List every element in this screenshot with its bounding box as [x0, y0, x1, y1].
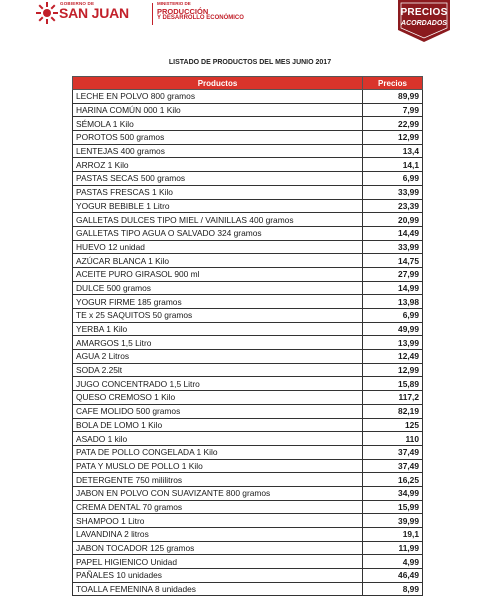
table-row [73, 486, 423, 500]
product-price-cell: 12,99 [363, 363, 423, 377]
product-name-cell: AGUA 2 Litros [73, 350, 363, 364]
table-row [73, 103, 423, 117]
column-header-products: Productos [73, 77, 363, 90]
product-name-cell: PAPEL HIGIENICO Unidad [73, 555, 363, 569]
product-price-cell: 23,39 [363, 199, 423, 213]
table-row [73, 158, 423, 172]
product-price-cell: 39,99 [363, 514, 423, 528]
products-table-body [73, 90, 423, 596]
product-price-cell: 27,99 [363, 267, 423, 281]
product-name-cell: PASTAS SECAS 500 gramos [73, 172, 363, 186]
header-divider [152, 3, 153, 25]
product-price-cell: 33,99 [363, 240, 423, 254]
table-row [73, 541, 423, 555]
product-name-cell: QUESO CREMOSO 1 Kilo [73, 391, 363, 405]
table-row [73, 213, 423, 227]
province-name: SAN JUAN [59, 5, 129, 21]
product-price-cell: 13,4 [363, 144, 423, 158]
product-price-cell: 15,99 [363, 500, 423, 514]
product-name-cell: SODA 2.25lt [73, 363, 363, 377]
san-juan-sun-logo [36, 2, 58, 24]
product-price-cell: 22,99 [363, 117, 423, 131]
product-price-cell: 15,89 [363, 377, 423, 391]
ministry-name-line2: Y DESARROLLO ECONÓMICO [157, 15, 244, 21]
products-table [72, 76, 423, 596]
product-name-cell: AZÚCAR BLANCA 1 Kilo [73, 254, 363, 268]
table-row [73, 90, 423, 104]
product-price-cell: 82,19 [363, 404, 423, 418]
product-price-cell: 37,49 [363, 459, 423, 473]
product-name-cell: HARINA COMÚN 000 1 Kilo [73, 103, 363, 117]
product-price-cell: 12,99 [363, 131, 423, 145]
product-name-cell: ASADO 1 kilo [73, 432, 363, 446]
product-name-cell: HUEVO 12 unidad [73, 240, 363, 254]
product-price-cell: 4,99 [363, 555, 423, 569]
table-row [73, 459, 423, 473]
product-price-cell: 14,75 [363, 254, 423, 268]
ministry-label: MINISTERIO DE [157, 1, 191, 6]
table-row [73, 445, 423, 459]
table-row [73, 281, 423, 295]
product-price-cell: 13,98 [363, 295, 423, 309]
product-price-cell: 34,99 [363, 486, 423, 500]
product-name-cell: JUGO CONCENTRADO 1,5 Litro [73, 377, 363, 391]
product-name-cell: SÉMOLA 1 Kilo [73, 117, 363, 131]
product-price-cell: 33,99 [363, 185, 423, 199]
product-name-cell: ARROZ 1 Kilo [73, 158, 363, 172]
product-name-cell: DETERGENTE 750 mililitros [73, 473, 363, 487]
product-name-cell: CAFE MOLIDO 500 gramos [73, 404, 363, 418]
product-price-cell: 8,99 [363, 582, 423, 596]
table-row [73, 309, 423, 323]
product-name-cell: SHAMPOO 1 Litro [73, 514, 363, 528]
product-name-cell: YERBA 1 Kilo [73, 322, 363, 336]
product-name-cell: PATA DE POLLO CONGELADA 1 Kilo [73, 445, 363, 459]
table-row [73, 144, 423, 158]
table-row [73, 555, 423, 569]
product-name-cell: DULCE 500 gramos [73, 281, 363, 295]
product-name-cell: PATA Y MUSLO DE POLLO 1 Kilo [73, 459, 363, 473]
table-row [73, 432, 423, 446]
table-row [73, 295, 423, 309]
table-row [73, 363, 423, 377]
table-row [73, 226, 423, 240]
table-header-row [73, 77, 423, 90]
product-price-cell: 125 [363, 418, 423, 432]
product-name-cell: GALLETAS DULCES TIPO MIEL / VAINILLAS 400 gramos [73, 213, 363, 227]
table-row [73, 569, 423, 583]
table-row [73, 582, 423, 596]
product-price-cell: 12,49 [363, 350, 423, 364]
product-price-cell: 37,49 [363, 445, 423, 459]
product-price-cell: 6,99 [363, 172, 423, 186]
table-row [73, 254, 423, 268]
table-row [73, 322, 423, 336]
product-price-cell: 14,99 [363, 281, 423, 295]
product-name-cell: PASTAS FRESCAS 1 Kilo [73, 185, 363, 199]
product-price-cell: 13,99 [363, 336, 423, 350]
product-name-cell: TOALLA FEMENINA 8 unidades [73, 582, 363, 596]
product-name-cell: LAVANDINA 2 litros [73, 528, 363, 542]
product-name-cell: LECHE EN POLVO 800 gramos [73, 90, 363, 104]
product-price-cell: 14,1 [363, 158, 423, 172]
product-name-cell: POROTOS 500 gramos [73, 131, 363, 145]
badge-subtitle: ACORDADOS [401, 20, 447, 27]
table-row [73, 267, 423, 281]
product-name-cell: CREMA DENTAL 70 gramos [73, 500, 363, 514]
ministry-name-line1: PRODUCCIÓN [157, 7, 209, 16]
table-row [73, 199, 423, 213]
page-header [0, 0, 500, 40]
badge-title: PRECIOS [400, 7, 448, 18]
product-price-cell: 11,99 [363, 541, 423, 555]
product-name-cell: LENTEJAS 400 gramos [73, 144, 363, 158]
product-price-cell: 49,99 [363, 322, 423, 336]
product-name-cell: TE x 25 SAQUITOS 50 gramos [73, 309, 363, 323]
product-name-cell: JABON EN POLVO CON SUAVIZANTE 800 gramos [73, 486, 363, 500]
product-price-cell: 14,49 [363, 226, 423, 240]
product-name-cell: YOGUR BEBIBLE 1 Litro [73, 199, 363, 213]
product-price-cell: 16,25 [363, 473, 423, 487]
table-row [73, 500, 423, 514]
table-row [73, 117, 423, 131]
table-row [73, 404, 423, 418]
table-row [73, 528, 423, 542]
document-title: LISTADO DE PRODUCTOS DEL MES JUNIO 2017 [168, 59, 332, 66]
column-header-prices: Precios [363, 77, 423, 90]
product-name-cell: JABON TOCADOR 125 gramos [73, 541, 363, 555]
product-price-cell: 110 [363, 432, 423, 446]
product-name-cell: GALLETAS TIPO AGUA O SALVADO 324 gramos [73, 226, 363, 240]
table-row [73, 514, 423, 528]
product-price-cell: 6,99 [363, 309, 423, 323]
product-price-cell: 89,99 [363, 90, 423, 104]
product-price-cell: 7,99 [363, 103, 423, 117]
product-name-cell: AMARGOS 1,5 Litro [73, 336, 363, 350]
table-row [73, 473, 423, 487]
precios-acordados-badge [396, 0, 452, 42]
government-label: GOBIERNO DE [60, 1, 95, 6]
table-row [73, 131, 423, 145]
table-row [73, 185, 423, 199]
table-row [73, 391, 423, 405]
product-name-cell: YOGUR FIRME 185 gramos [73, 295, 363, 309]
product-price-cell: 20,99 [363, 213, 423, 227]
product-name-cell: ACEITE PURO GIRASOL 900 ml [73, 267, 363, 281]
table-row [73, 336, 423, 350]
product-price-cell: 19,1 [363, 528, 423, 542]
product-name-cell: BOLA DE LOMO 1 Kilo [73, 418, 363, 432]
table-row [73, 172, 423, 186]
product-name-cell: PAÑALES 10 unidades [73, 569, 363, 583]
table-row [73, 350, 423, 364]
table-row [73, 240, 423, 254]
table-row [73, 418, 423, 432]
product-price-cell: 46,49 [363, 569, 423, 583]
product-price-cell: 117,2 [363, 391, 423, 405]
table-row [73, 377, 423, 391]
